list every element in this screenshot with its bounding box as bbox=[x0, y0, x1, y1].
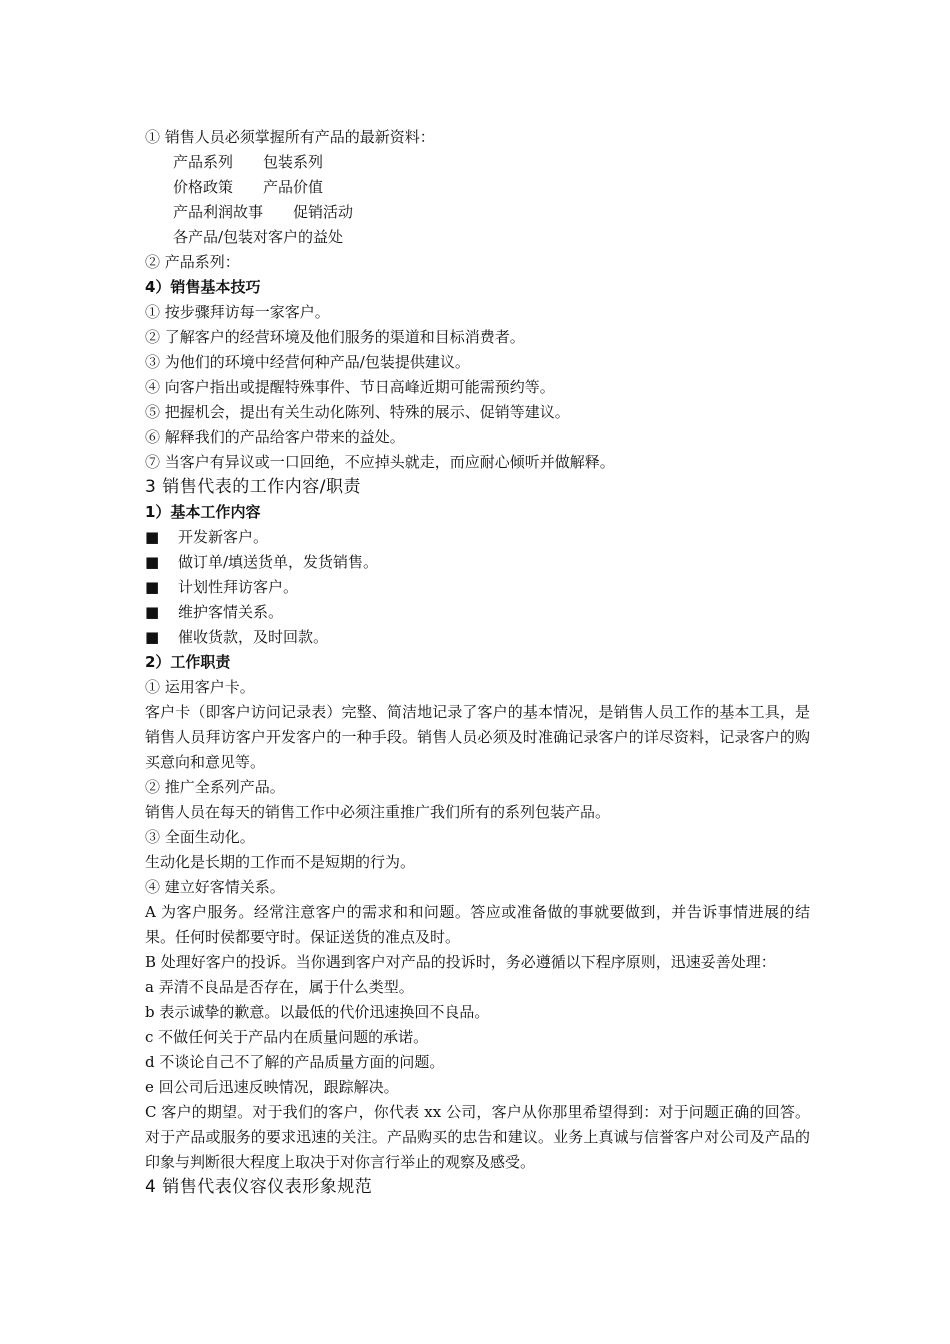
bullet-square-icon: ■ bbox=[145, 603, 160, 621]
document-page bbox=[145, 125, 810, 1200]
bullet-item bbox=[145, 575, 810, 600]
bullet-item bbox=[145, 600, 810, 625]
duty-title: ③ 全面生动化。 bbox=[145, 828, 255, 846]
bullet-square-icon: ■ bbox=[145, 528, 160, 546]
price-policy-label: 价格政策 bbox=[173, 178, 234, 196]
bullet-square-icon: ■ bbox=[145, 553, 160, 571]
product-value-label: 产品价值 bbox=[263, 178, 324, 196]
work-duties-heading: 2）工作职责 bbox=[145, 653, 231, 671]
skill-item: ① 按步骤拜访每一家客户。 bbox=[145, 303, 330, 321]
skill-item: ⑦ 当客户有异议或一口回绝，不应掉头就走，而应耐心倾听并做解释。 bbox=[145, 453, 615, 471]
product-series-label: 产品系列 bbox=[173, 153, 234, 171]
bullet-text: 开发新客户。 bbox=[178, 528, 269, 546]
profit-story-label: 产品利润故事 bbox=[173, 203, 264, 221]
bullet-square-icon: ■ bbox=[145, 578, 160, 596]
skill-item: ⑥ 解释我们的产品给客户带来的益处。 bbox=[145, 428, 405, 446]
complaint-step: d 不谈论自己不了解的产品质量方面的问题。 bbox=[145, 1053, 445, 1071]
duty-paragraph: 生动化是长期的工作而不是短期的行为。 bbox=[145, 853, 416, 871]
bullet-text: 计划性拜访客户。 bbox=[178, 578, 299, 596]
product-info-row bbox=[145, 150, 810, 175]
product-info-item: ① 销售人员必须掌握所有产品的最新资料： bbox=[145, 128, 435, 146]
product-info-row bbox=[145, 175, 810, 200]
skill-item: ② 了解客户的经营环境及他们服务的渠道和目标消费者。 bbox=[145, 328, 525, 346]
skill-item: ③ 为他们的环境中经营何种产品/包装提供建议。 bbox=[145, 353, 470, 371]
bullet-square-icon: ■ bbox=[145, 628, 160, 646]
packaging-series-label: 包装系列 bbox=[263, 153, 324, 171]
complaint-step: b 表示诚挚的歉意。以最低的代价迅速换回不良品。 bbox=[145, 1003, 490, 1021]
skill-item: ④ 向客户指出或提醒特殊事件、节日高峰近期可能需预约等。 bbox=[145, 378, 555, 396]
bullet-item bbox=[145, 550, 810, 575]
complaint-paragraph: B 处理好客户的投诉。当你遇到客户对产品的投诉时，务必遵循以下程序原则，迅速妥善处理： bbox=[145, 953, 776, 971]
section-3-heading: 3 销售代表的工作内容/职责 bbox=[145, 477, 361, 497]
duty-title: ① 运用客户卡。 bbox=[145, 678, 255, 696]
sales-skills-heading: 4）销售基本技巧 bbox=[145, 278, 261, 296]
customer-expectation-paragraph: C 客户的期望。对于我们的客户，你代表 xx 公司，客户从你那里希望得到：对于问题正确的回答。对于产品或服务的要求迅速的关注。产品购买的忠告和建议。业务上真诚与信誉客户对公司及产品的印象与判断很大程度上取决于对你言行举止的观察及感受。 bbox=[145, 1103, 810, 1171]
promotion-label: 促销活动 bbox=[293, 203, 354, 221]
section-4-heading: 4 销售代表仪容仪表形象规范 bbox=[145, 1177, 373, 1197]
bullet-item bbox=[145, 525, 810, 550]
product-info-row bbox=[145, 200, 810, 225]
duty-title: ④ 建立好客情关系。 bbox=[145, 878, 285, 896]
complaint-step: a 弄清不良品是否存在，属于什么类型。 bbox=[145, 978, 414, 996]
bullet-text: 维护客情关系。 bbox=[178, 603, 284, 621]
product-benefit-row: 各产品/包装对客户的益处 bbox=[173, 228, 344, 246]
customer-service-paragraph: A 为客户服务。经常注意客户的需求和和问题。答应或准备做的事就要做到，并告诉事情进展的结果。任何时侯都要守时。保证送货的准点及时。 bbox=[145, 903, 810, 946]
bullet-text: 做订单/填送货单，发货销售。 bbox=[178, 553, 379, 571]
complaint-step: e 回公司后迅速反映情况，跟踪解决。 bbox=[145, 1078, 399, 1096]
complaint-step: c 不做任何关于产品内在质量问题的承诺。 bbox=[145, 1028, 429, 1046]
bullet-text: 催收货款，及时回款。 bbox=[178, 628, 329, 646]
bullet-item bbox=[145, 625, 810, 650]
product-series-item: ② 产品系列： bbox=[145, 253, 240, 271]
duty-title: ② 推广全系列产品。 bbox=[145, 778, 285, 796]
duty-paragraph: 客户卡（即客户访问记录表）完整、简洁地记录了客户的基本情况，是销售人员工作的基本工具，是销售人员拜访客户开发客户的一种手段。销售人员必须及时准确记录客户的详尽资料，记录客户的购买意向和意见等。 bbox=[145, 703, 810, 771]
basic-work-heading: 1）基本工作内容 bbox=[145, 503, 261, 521]
duty-paragraph: 销售人员在每天的销售工作中必须注重推广我们所有的系列包装产品。 bbox=[145, 803, 611, 821]
skill-item: ⑤ 把握机会，提出有关生动化陈列、特殊的展示、促销等建议。 bbox=[145, 403, 570, 421]
